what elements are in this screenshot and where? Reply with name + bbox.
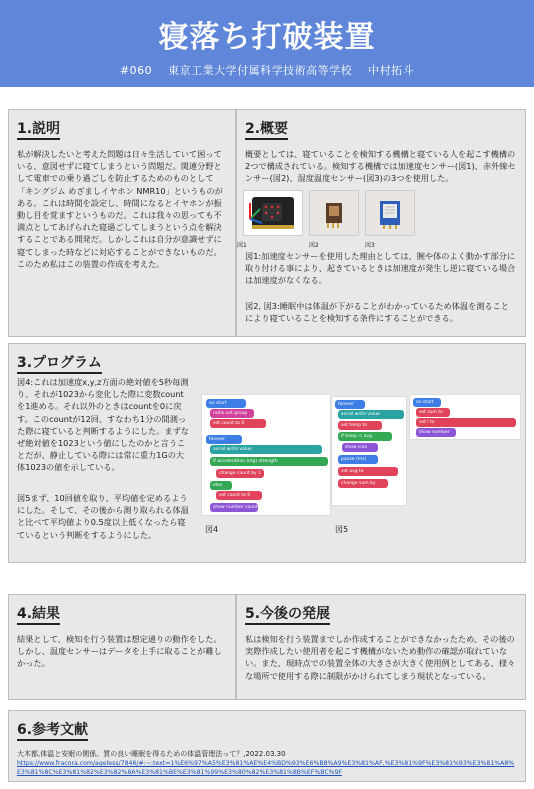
code-block: if temp < avg: [338, 432, 392, 441]
section-explanation: [8, 109, 236, 337]
section-body: 結果として、検知を行う装置は想定通りの動作をした。しかし、温度センサーはデータを上手に取ることが難しかった。: [17, 634, 222, 669]
section-intro: 概要としては、寝ていることを検知する機構と寝ている人を起こす機構の2つで構成されている。検知する機構では加速度センサー(図1)、赤外線センサー(図2)、湿度温度センサー(図3)の3つを使用した。: [245, 149, 516, 184]
figure5-code: [331, 396, 407, 506]
code-block: set count to 0: [216, 491, 262, 500]
figure1-caption: 図1: [237, 242, 247, 249]
section-heading: 2.概要: [245, 118, 288, 140]
program-para1: 図4:これは加速度x,y,z方面の絶対値を5秒毎測り、それが1023から変化した際に変数countを1進める。それ以外のときはcountを0に戻す。このcountが12回、すなわち1分の間測った際に寝ていると判断するようにした。まずなぜ絶対値を1023という値にしたのかと言うことだが、静止している際には常に重力1Gの大体1023の値を示している。: [17, 377, 189, 473]
section-body: 私は検知を行う装置までしか作成することができなかったため、その後の実際作成したい使用者を起こす機構がないため動作の確認が取れていない。また、現時点での装置全体の大きさが大きく使用例としてある、様々な場所で使用する際に制限がかけられてしまう現状となっている。: [245, 634, 516, 681]
section-future: [236, 594, 526, 700]
reference-item: 大木都,体温と安眠の関係。質の良い睡眠を得るための体温管理法って？,2022.03.30: [17, 750, 286, 758]
overview-para2: 図2, 図3:睡眠中は体温が下がることがわかっているため体温を測ることにより寝ていることを検知する条件にすることができる。: [245, 301, 510, 324]
figure4-code: [201, 394, 331, 516]
poster-number: #060: [119, 64, 153, 77]
code-block: set temp to: [338, 421, 382, 430]
section-heading: 1.説明: [17, 118, 60, 140]
code-block: serial write value: [338, 410, 404, 419]
figure5-caption: 図5: [335, 525, 349, 534]
code-block: forever: [206, 435, 242, 444]
code-block: set avg to: [338, 467, 398, 476]
code-block: on start: [413, 398, 441, 407]
poster-header: [0, 0, 534, 87]
code-block: serial write value: [210, 445, 322, 454]
code-block: if acceleration (mg) strength: [210, 457, 328, 466]
section-heading: 6.参考文献: [17, 719, 88, 741]
figure2-image: [309, 190, 359, 236]
section-program: [8, 343, 526, 563]
code-block: forever: [335, 400, 365, 409]
extra-code: [409, 394, 521, 440]
figure1-image: [243, 190, 303, 236]
reference-link[interactable]: https://www.fracora.com/ageless/7846/#:~:text=1%E6%97%A5%E3%81%AE%E4%BD%93%E6%B8%A9%E3%81%AF,%E3%81%9F%E3%81%93%E3%81%A8%E3%81%8C%E3%81%82%E3%82%8A%E3%81%BE%E3%81%99%E3%80%82%E3%81%8B%EF%BC%9F: [17, 760, 515, 776]
code-block: show number count: [210, 503, 258, 512]
figure3-caption: 図3: [365, 242, 375, 249]
section-references: [8, 710, 526, 782]
program-para2: 図5まず、10回値を取り、平均値を定めるようにした。そして、その後から測り取られる体温と比べて平均値より0.5度以上低くなったら寝ているという判断をするようにした。: [17, 493, 189, 540]
code-block: set count to 0: [210, 419, 266, 428]
section-result: [8, 594, 236, 700]
code-block: change sum by: [338, 479, 388, 488]
code-block: set sum to: [416, 408, 450, 417]
section-body: 私が解決したいと考えた問題は日々生活していて困っている、意図せずに寝てしまうという問題だ。関連分野として電車での乗り過ごしを防止するためのものとして「キングジム めざましイヤホン NMR10」というものがある。これは時間を設定し、時間になるとイヤホンが振動し目を覚ますというものだ。これは我々の思っても不満点としてあげられた寝過ごしてしまうという点を解決することである開発だ。しかしこれは自分が意識せずに寝てしまった時などに対応することができないものだ。このため私はこの装置の作成を考えた。: [17, 149, 223, 269]
figure4-caption: 図4: [205, 525, 219, 534]
code-block: pause (ms): [338, 455, 378, 464]
figure3-image: [365, 190, 415, 236]
poster-school: 東京工業大学付属科学技術高等学校: [168, 64, 353, 77]
code-block: change count by 1: [216, 469, 264, 478]
code-block: else: [210, 481, 232, 490]
poster-subtitle: [0, 62, 534, 78]
code-block: show number: [416, 428, 456, 437]
code-block: on start: [206, 399, 246, 408]
section-heading: 5.今後の発展: [245, 603, 330, 625]
poster-title: 寝落ち打破装置: [158, 20, 376, 55]
section-heading: 4.結果: [17, 603, 60, 625]
poster-author: 中村拓斗: [368, 64, 415, 77]
section-heading: 3.プログラム: [17, 352, 102, 374]
code-block: set i to: [416, 418, 516, 427]
code-block: radio set group: [210, 409, 254, 418]
section-overview: [236, 109, 526, 337]
code-block: show icon: [342, 443, 378, 452]
overview-para1: 図1:加速度センサーを使用した理由としては、腕や体のよく動かす部分に取り付ける事により、起きているときは加速度が発生し逆に寝ている場合は加速度がなくなる。: [245, 251, 516, 286]
figure2-caption: 図2: [309, 242, 319, 249]
